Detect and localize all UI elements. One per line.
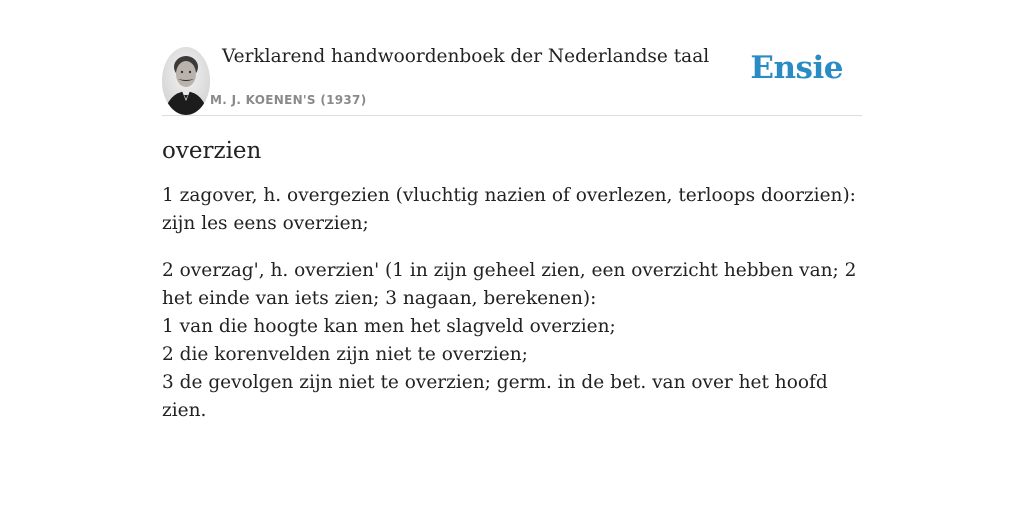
author-portrait (162, 47, 210, 115)
site-header (162, 40, 862, 116)
sense-2-example-2: 2 die korenvelden zijn niet te overzien; (162, 344, 528, 365)
site-subtitle: M. J. KOENEN'S (1937) (210, 93, 367, 107)
portrait-image (162, 47, 210, 115)
sense-2-example-1: 1 van die hoogte kan men het slagveld overzien; (162, 316, 616, 337)
sense-1 (162, 182, 862, 238)
sense-2-intro: 2 overzag', h. overzien' (1 in zijn geheel zien, een overzicht hebben van; 2 het einde van iets zien; 3 nagaan, berekenen): (162, 260, 857, 309)
sense-1-text: 1 zagover, h. overgezien (vluchtig nazien of overlezen, terloops doorzien): zijn les eens overzien; (162, 185, 856, 234)
sense-2-example-3: 3 de gevolgen zijn niet te overzien; germ. in de bet. van over het hoofd zien. (162, 372, 828, 421)
sense-2 (162, 257, 862, 425)
ensie-logo-link[interactable]: Ensie (750, 50, 843, 86)
entry-content (162, 138, 862, 444)
entry-headword: overzien (162, 138, 262, 164)
site-title: Verklarend handwoordenboek der Nederlandse taal (222, 46, 710, 67)
